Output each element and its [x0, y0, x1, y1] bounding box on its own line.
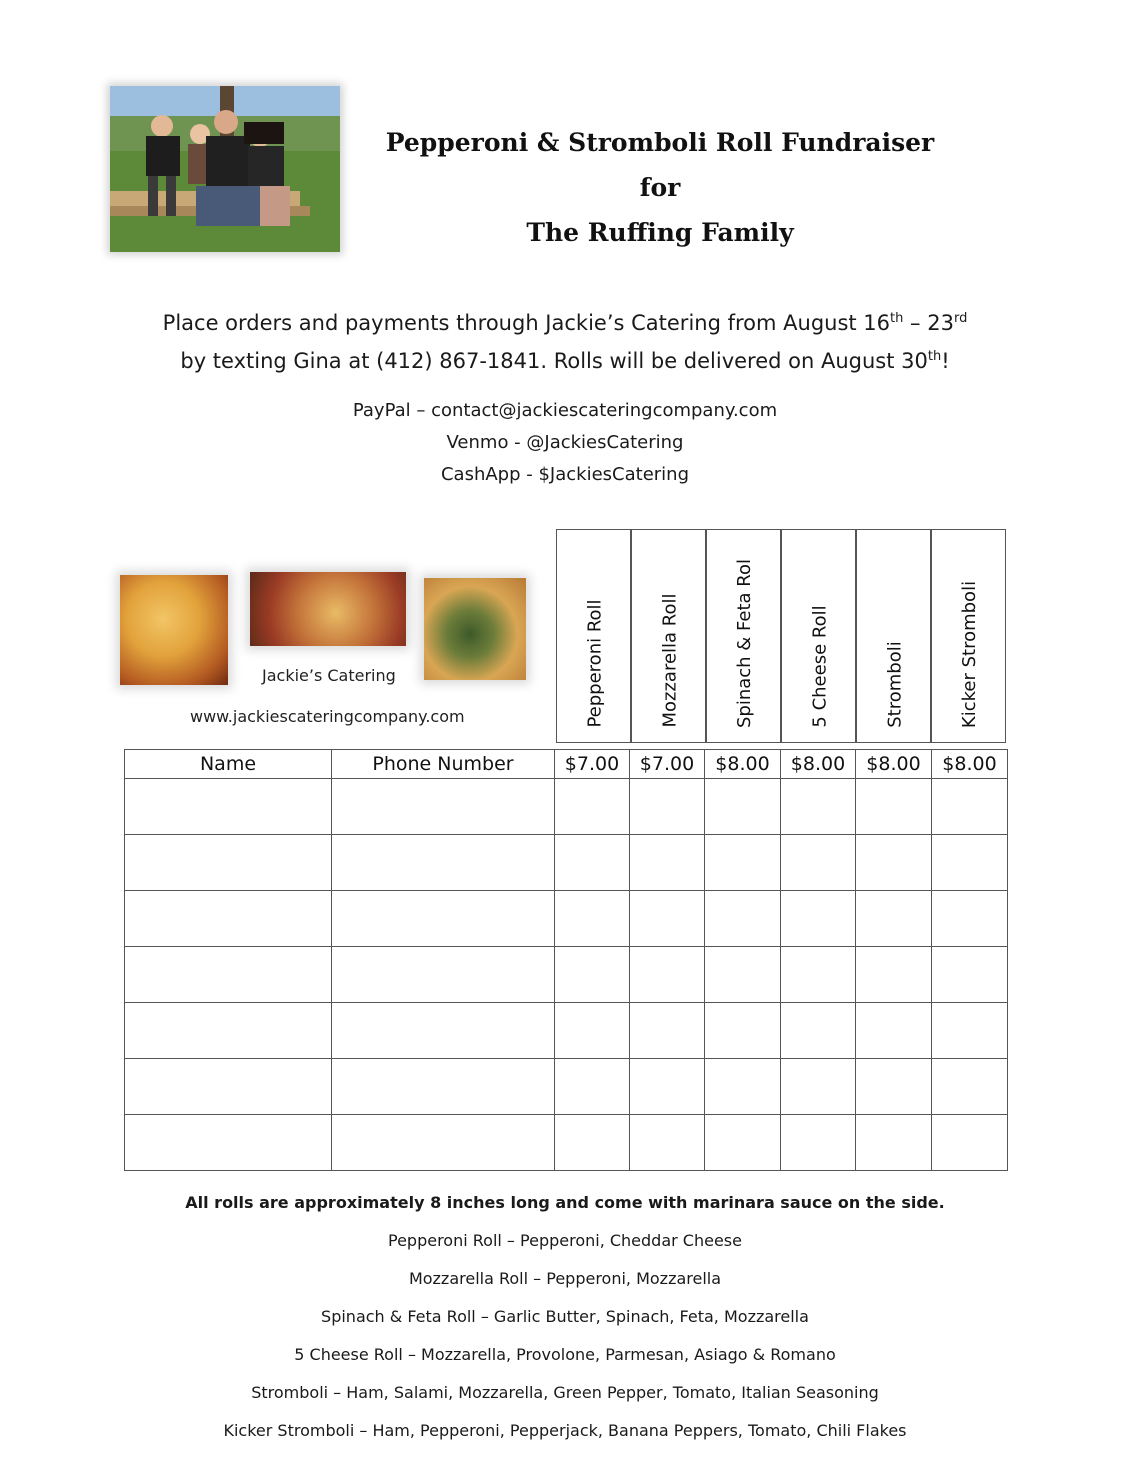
product-name: Mozzarella Roll [659, 593, 681, 728]
qty-cell[interactable] [856, 1115, 932, 1171]
order-instructions [100, 304, 1030, 380]
note-stromboli: Stromboli – Ham, Salami, Mozzarella, Green Pepper, Tomato, Italian Seasoning [251, 1383, 879, 1402]
price-kicker-stromboli: $8.00 [932, 750, 1008, 779]
qty-cell[interactable] [555, 1059, 630, 1115]
intro-line-2-text: by texting Gina at (412) 867-1841. Rolls will be delivered on August 30 [180, 349, 928, 373]
qty-cell[interactable] [781, 1059, 856, 1115]
table-row [125, 947, 1008, 1003]
price-5-cheese: $8.00 [781, 750, 856, 779]
qty-cell[interactable] [630, 947, 705, 1003]
note-5-cheese-roll: 5 Cheese Roll – Mozzarella, Provolone, Parmesan, Asiago & Romano [294, 1345, 836, 1364]
phone-cell[interactable] [332, 947, 555, 1003]
phone-cell[interactable] [332, 835, 555, 891]
qty-cell[interactable] [781, 835, 856, 891]
phone-cell[interactable] [332, 1059, 555, 1115]
product-header-spinach-feta [706, 529, 781, 743]
qty-cell[interactable] [932, 891, 1008, 947]
qty-cell[interactable] [932, 835, 1008, 891]
phone-cell[interactable] [332, 1003, 555, 1059]
table-header-row [125, 750, 1008, 779]
qty-cell[interactable] [555, 779, 630, 835]
family-photo-art [110, 86, 340, 252]
qty-cell[interactable] [932, 1059, 1008, 1115]
price-mozzarella: $7.00 [630, 750, 705, 779]
qty-cell[interactable] [856, 891, 932, 947]
qty-cell[interactable] [705, 1059, 781, 1115]
payment-methods [100, 395, 1030, 491]
order-rows [125, 779, 1008, 1171]
table-row [125, 1115, 1008, 1171]
intro-sup-th-2: th [927, 349, 942, 364]
caterer-name: Jackie’s Catering [262, 666, 396, 685]
table-row [125, 891, 1008, 947]
qty-cell[interactable] [856, 1003, 932, 1059]
qty-cell[interactable] [932, 1003, 1008, 1059]
qty-cell[interactable] [555, 1115, 630, 1171]
phone-cell[interactable] [332, 891, 555, 947]
order-table [124, 749, 1008, 1171]
product-name: Kicker Stromboli [959, 580, 981, 728]
qty-cell[interactable] [705, 1115, 781, 1171]
qty-cell[interactable] [705, 891, 781, 947]
page-title [370, 120, 950, 255]
product-header-pepperoni [556, 529, 631, 743]
qty-cell[interactable] [856, 947, 932, 1003]
intro-line-1-text-b: – 23 [903, 311, 954, 335]
qty-cell[interactable] [630, 1059, 705, 1115]
spinach-roll-photo [424, 578, 526, 680]
name-cell[interactable] [125, 835, 332, 891]
qty-cell[interactable] [856, 835, 932, 891]
payment-venmo: Venmo - @JackiesCatering [446, 432, 684, 453]
product-header-row [556, 529, 1006, 743]
intro-sup-rd: rd [953, 311, 968, 326]
intro-line-1-text: Place orders and payments through Jackie’s Catering from August 16 [162, 311, 891, 335]
note-mozzarella-roll: Mozzarella Roll – Pepperoni, Mozzarella [408, 1269, 722, 1288]
name-cell[interactable] [125, 779, 332, 835]
intro-line-2 [100, 342, 1030, 380]
qty-cell[interactable] [781, 1115, 856, 1171]
name-cell[interactable] [125, 947, 332, 1003]
qty-cell[interactable] [932, 1115, 1008, 1171]
intro-sup-th: th [890, 311, 904, 326]
qty-cell[interactable] [932, 779, 1008, 835]
qty-cell[interactable] [932, 947, 1008, 1003]
qty-cell[interactable] [781, 891, 856, 947]
product-name: Stromboli [884, 641, 906, 728]
intro-line-1 [100, 304, 1030, 342]
qty-cell[interactable] [555, 891, 630, 947]
product-name: 5 Cheese Roll [809, 605, 831, 728]
table-row [125, 835, 1008, 891]
qty-cell[interactable] [630, 1115, 705, 1171]
phone-cell[interactable] [332, 779, 555, 835]
qty-cell[interactable] [781, 1003, 856, 1059]
qty-cell[interactable] [630, 1003, 705, 1059]
qty-cell[interactable] [781, 947, 856, 1003]
product-header-mozzarella [631, 529, 706, 743]
header-phone: Phone Number [332, 750, 555, 779]
qty-cell[interactable] [856, 779, 932, 835]
price-pepperoni: $7.00 [555, 750, 630, 779]
price-stromboli: $8.00 [856, 750, 932, 779]
qty-cell[interactable] [630, 835, 705, 891]
pepperoni-roll-photo [120, 575, 228, 685]
qty-cell[interactable] [555, 947, 630, 1003]
name-cell[interactable] [125, 891, 332, 947]
name-cell[interactable] [125, 1003, 332, 1059]
qty-cell[interactable] [705, 835, 781, 891]
qty-cell[interactable] [856, 1059, 932, 1115]
qty-cell[interactable] [555, 835, 630, 891]
note-spinach-feta-roll: Spinach & Feta Roll – Garlic Butter, Spinach, Feta, Mozzarella [321, 1307, 809, 1326]
product-header-kicker-stromboli [931, 529, 1006, 743]
product-name: Spinach & Feta Rol [734, 558, 756, 728]
payment-cashapp: CashApp - $JackiesCatering [440, 464, 690, 485]
qty-cell[interactable] [630, 779, 705, 835]
qty-cell[interactable] [555, 1003, 630, 1059]
family-photo [110, 86, 340, 252]
stromboli-photo [250, 572, 406, 646]
header-name: Name [125, 750, 332, 779]
qty-cell[interactable] [705, 1003, 781, 1059]
notes-heading: All rolls are approximately 8 inches long and come with marinara sauce on the side. [185, 1193, 945, 1212]
product-header-5-cheese [781, 529, 856, 743]
table-row [125, 1003, 1008, 1059]
product-header-stromboli [856, 529, 931, 743]
title-line-1: Pepperoni & Stromboli Roll Fundraiser [385, 128, 935, 157]
name-cell[interactable] [125, 1059, 332, 1115]
payment-paypal: PayPal – contact@jackiescateringcompany.com [352, 400, 778, 421]
phone-cell[interactable] [332, 1115, 555, 1171]
note-kicker-stromboli: Kicker Stromboli – Ham, Pepperoni, Pepperjack, Banana Peppers, Tomato, Chili Flakes [223, 1421, 907, 1440]
product-descriptions [100, 1190, 1030, 1456]
intro-line-2-end: ! [941, 349, 950, 373]
caterer-website: www.jackiescateringcompany.com [190, 707, 465, 726]
qty-cell[interactable] [630, 891, 705, 947]
title-line-2: for [639, 173, 681, 202]
table-row [125, 1059, 1008, 1115]
qty-cell[interactable] [705, 779, 781, 835]
price-spinach-feta: $8.00 [705, 750, 781, 779]
name-cell[interactable] [125, 1115, 332, 1171]
table-row [125, 779, 1008, 835]
title-line-3: The Ruffing Family [526, 218, 794, 247]
product-name: Pepperoni Roll [584, 599, 606, 728]
qty-cell[interactable] [705, 947, 781, 1003]
qty-cell[interactable] [781, 779, 856, 835]
note-pepperoni-roll: Pepperoni Roll – Pepperoni, Cheddar Cheese [388, 1231, 742, 1250]
